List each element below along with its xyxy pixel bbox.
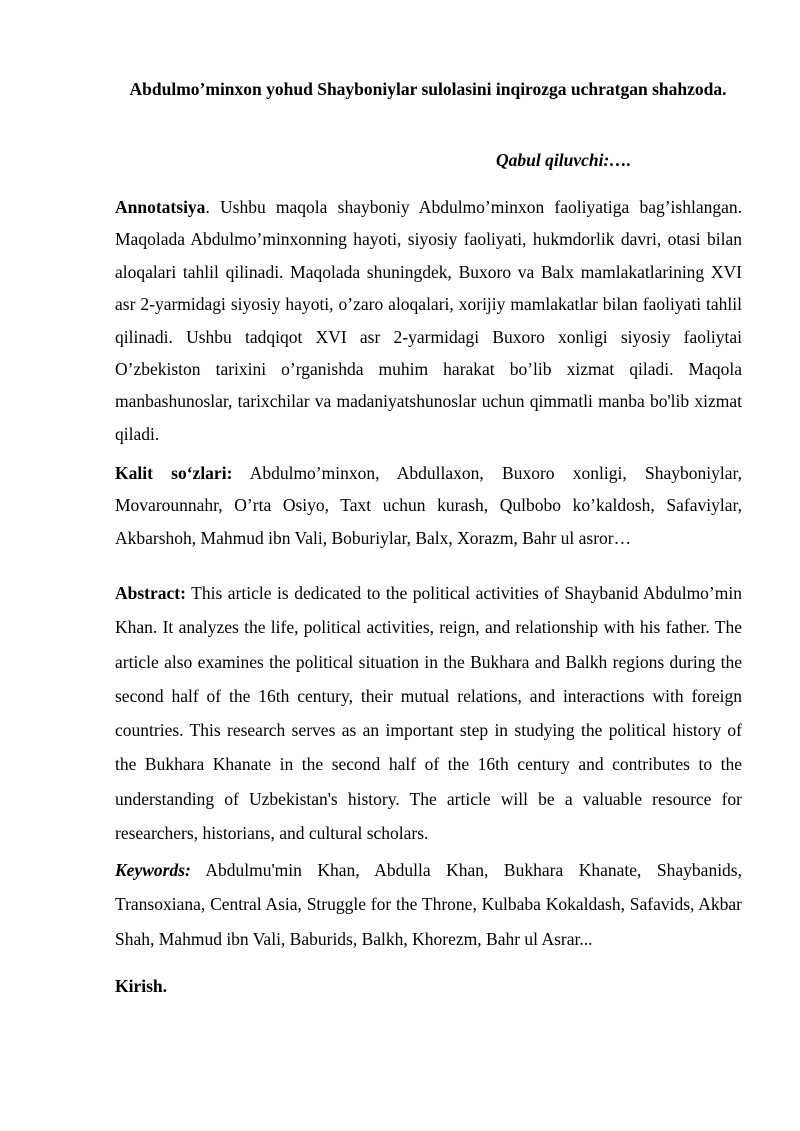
- keywords-label: Keywords:: [115, 860, 191, 880]
- section-heading: Kirish.: [115, 976, 168, 996]
- kalit-sozlari-label: Kalit so‘zlari:: [115, 463, 233, 483]
- abstract-text: This article is dedicated to the political activities of Shaybanid Abdulmo’min Khan. It analyzes the life, political activities, reign, and relationship with his father. The article also examines the political situation in the Bukhara and Balkh regions during the second half of the 16th century, their mutual relations, and interactions with foreign countries. This research serves as an important step in studying the political history of the Bukhara Khanate in the second half of the 16th century and contributes to the understanding of Uzbekistan's history. The article will be a valuable resource for researchers, historians, and cultural scholars.: [115, 583, 742, 844]
- annotation-label: Annotatsiya: [115, 197, 206, 217]
- annotation-text: . Ushbu maqola shayboniy Abdulmo’minxon faoliyatiga bag’ishlangan. Maqolada Abdulmo’minxonning hayoti, siyosiy faoliyati, hukmdorlik davri, otasi bilan aloqalari tahlil qilinadi. Maqolada shuningdek, Buxoro va Balx mamlakatlarining XVI asr 2-yarmidagi siyosiy hayoti, o’zaro aloqalari, xorijiy mamlakatlar bilan faoliyati tahlil qilinadi. Ushbu tadqiqot XVI asr 2-yarmidagi Buxoro xonligi siyosiy faoliytai O’zbekiston tarixini o’rganishda muhim harakat bo’lib xizmat qiladi. Maqola manbashunoslar, tarixchilar va madaniyatshunoslar uchun qimmatli manba bo'lib xizmat qiladi.: [115, 197, 742, 444]
- abstract-label: Abstract:: [115, 583, 186, 603]
- keywords-text: Abdulmu'min Khan, Abdulla Khan, Bukhara Khanate, Shaybanids, Transoxiana, Central Asia, Struggle for the Throne, Kulbaba Kokaldash, Safavids, Akbar Shah, Mahmud ibn Vali, Baburids, Balkh, Khorezm, Bahr ul Asrar...: [115, 860, 742, 949]
- kalit-sozlari-paragraph: [115, 457, 742, 554]
- keywords-paragraph: [115, 853, 742, 956]
- kalit-sozlari-text: Abdulmo’minxon, Abdullaxon, Buxoro xonligi, Shayboniylar, Movarounnahr, O’rta Osiyo, Taxt uchun kurash, Qulbobo ko’kaldosh, Safaviylar, Akbarshoh, Mahmud ibn Vali, Boburiylar, Balx, Xorazm, Bahr ul asror…: [115, 463, 742, 548]
- receiver-line: Qabul qiluvchi:….: [496, 150, 632, 170]
- article-title: Abdulmo’minxon yohud Shayboniylar sulolasini inqirozga uchratgan shahzoda.: [129, 79, 727, 99]
- annotation-paragraph: [115, 191, 742, 450]
- abstract-paragraph: [115, 576, 742, 850]
